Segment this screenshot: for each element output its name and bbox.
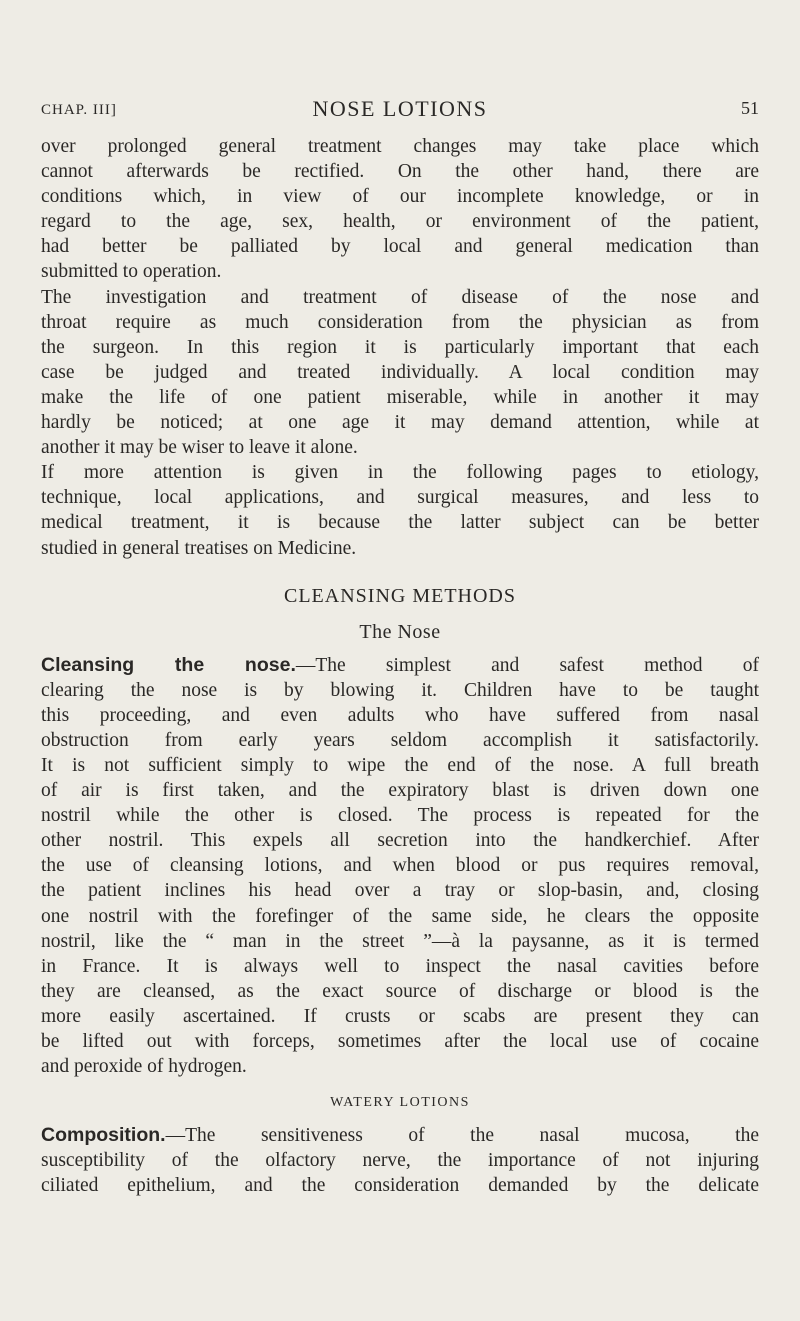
text-line: the surgeon. In this region it is particularly important that each xyxy=(41,336,759,358)
text-line: other nostril. This expels all secretion into the handkerchief. After xyxy=(41,830,759,852)
text-line: submitted to operation. xyxy=(41,261,222,283)
text-line: obstruction from early years seldom accomplish it satisfactorily. xyxy=(41,729,759,751)
text-line: of air is first taken, and the expiratory blast is driven down one xyxy=(41,780,759,802)
paragraph-composition xyxy=(41,1123,759,1198)
text-line: over prolonged general treatment changes may take place which xyxy=(41,136,759,157)
text-line: Composition.—The sensitiveness of the nasal mucosa, the xyxy=(41,1124,759,1147)
run-in-heading: Cleansing the nose. xyxy=(41,653,296,676)
text-line: throat require as much consideration from the physician as from xyxy=(41,311,759,333)
text-line: regard to the age, sex, health, or environment of the patient, xyxy=(41,211,759,233)
text-line: the patient inclines his head over a tray or slop-basin, and, closing xyxy=(41,880,759,902)
section-heading: CLEANSING METHODS xyxy=(284,584,516,607)
text-line: they are cleansed, as the exact source of discharge or blood is the xyxy=(41,980,759,1002)
text-line: conditions which, in view of our incomplete knowledge, or in xyxy=(41,186,759,208)
text-line: The investigation and treatment of disease of the nose and xyxy=(41,286,759,308)
text-line: had better be palliated by local and general medication than xyxy=(41,236,759,258)
text-line: It is not sufficient simply to wipe the end of the nose. A full breath xyxy=(41,754,759,776)
text-line: case be judged and treated individually. A local condition may xyxy=(41,361,759,383)
text-line: susceptibility of the olfactory nerve, the importance of not injuring xyxy=(41,1150,759,1172)
text-line: be lifted out with forceps, sometimes after the local use of cocaine xyxy=(41,1031,759,1052)
paragraph xyxy=(41,460,759,560)
text-line: clearing the nose is by blowing it. Children have to be taught xyxy=(41,679,759,701)
paragraph-cleansing xyxy=(41,653,759,1080)
body-text xyxy=(41,134,759,1198)
running-head xyxy=(41,96,759,126)
small-heading: WATERY LOTIONS xyxy=(330,1095,470,1111)
text-line: this proceeding, and even adults who have suffered from nasal xyxy=(41,704,759,726)
text-line: studied in general treatises on Medicine. xyxy=(41,537,357,559)
text-line: If more attention is given in the following pages to etiology, xyxy=(41,462,759,484)
text-line: cannot afterwards be rectified. On the other hand, there are xyxy=(41,161,759,183)
text-line: hardly be noticed; at one age it may demand attention, while at xyxy=(41,412,759,434)
chapter-label: CHAP. III] xyxy=(41,102,117,118)
text-line: make the life of one patient miserable, while in another it may xyxy=(41,386,759,408)
page-title: NOSE LOTIONS xyxy=(312,96,488,121)
text-line: another it may be wiser to leave it alone. xyxy=(41,437,358,459)
text-line: and peroxide of hydrogen. xyxy=(41,1056,247,1078)
text-line: in France. It is always well to inspect the nasal cavities before xyxy=(41,955,759,977)
text-line: more easily ascertained. If crusts or scabs are present they can xyxy=(41,1005,759,1027)
text-line: technique, local applications, and surgical measures, and less to xyxy=(41,487,759,509)
text-line: the use of cleansing lotions, and when blood or pus requires removal, xyxy=(41,855,759,877)
run-in-heading: Composition. xyxy=(41,1124,166,1147)
subsection-heading: The Nose xyxy=(359,620,441,643)
page-number: 51 xyxy=(741,98,759,118)
text-line: Cleansing the nose.—The simplest and safest method of xyxy=(41,653,760,676)
text-line: medical treatment, it is because the latter subject can be better xyxy=(41,512,759,534)
text-line: one nostril with the forefinger of the same side, he clears the opposite xyxy=(41,905,759,927)
text-line: nostril while the other is closed. The process is repeated for the xyxy=(41,805,759,827)
paragraph xyxy=(41,134,759,285)
paragraph xyxy=(41,285,759,461)
text-line: ciliated epithelium, and the consideration demanded by the delicate xyxy=(41,1175,759,1197)
text-line: nostril, like the “ man in the street ”—à la paysanne, as it is termed xyxy=(41,930,759,952)
